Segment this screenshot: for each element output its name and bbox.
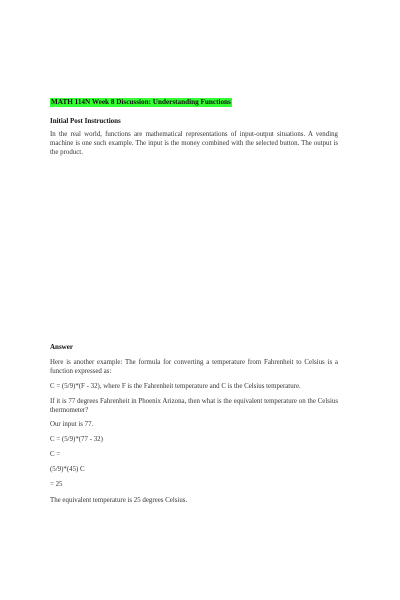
instructions-heading: Initial Post Instructions	[50, 117, 121, 125]
calculation-step-4: = 25	[50, 481, 63, 488]
input-line: Our input is 77.	[50, 421, 94, 428]
calculation-step-1: C = (5/9)*(77 - 32)	[50, 436, 103, 443]
answer-intro-paragraph: Here is another example: The formula for converting a temperature from Fahrenheit to Celsius is a function expressed as:	[50, 359, 338, 376]
question-paragraph: If it is 77 degrees Fahrenheit in Phoenix Arizona, then what is the equivalent temperature on the Celsius thermometer?	[50, 398, 338, 415]
calculation-step-3: (5/9)*(45) C	[50, 466, 85, 473]
formula-line: C = (5/9)*(F - 32), where F is the Fahrenheit temperature and C is the Celsius temperature.	[50, 383, 301, 390]
calculation-step-2: C =	[50, 451, 61, 458]
document-title: MATH 114N Week 8 Discussion: Understanding Functions	[51, 98, 231, 106]
conclusion-line: The equivalent temperature is 25 degrees Celsius.	[50, 497, 188, 504]
instructions-paragraph: In the real world, functions are mathematical representations of input-output situations. A vending machine is one such example. The input is the money combined with the selected button. The output is the product.	[50, 131, 338, 157]
answer-heading: Answer	[50, 343, 73, 351]
